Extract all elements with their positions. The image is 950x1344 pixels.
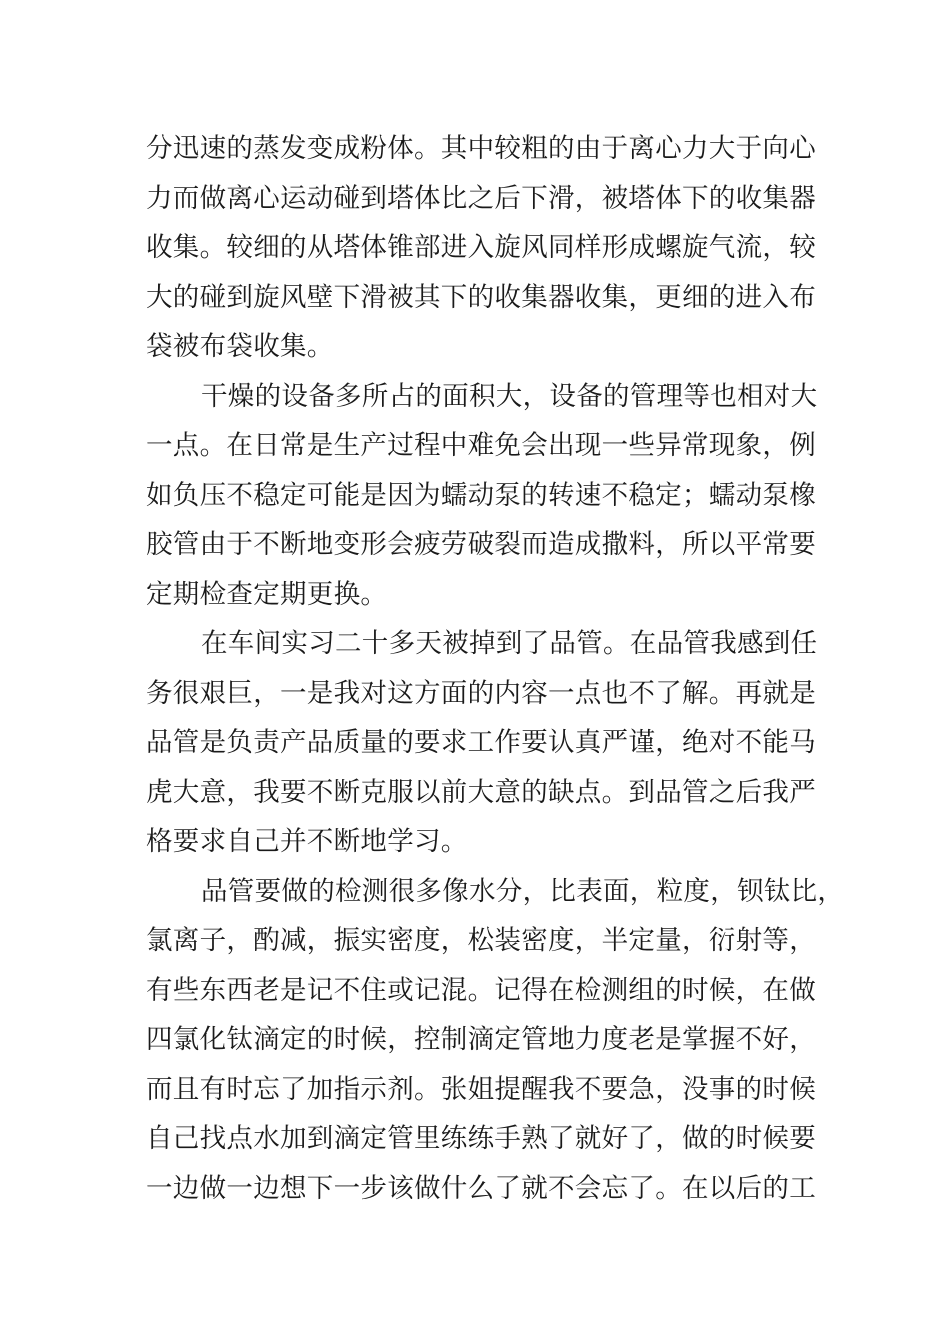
text-line: 一点。在日常是生产过程中难免会出现一些异常现象，例 bbox=[146, 430, 816, 461]
text-line: 四氯化钛滴定的时候，控制滴定管地力度老是掌握不好， bbox=[146, 1024, 816, 1055]
text-line: 有些东西老是记不住或记混。记得在检测组的时候，在做 bbox=[146, 974, 816, 1006]
text-line-first: 在车间实习二十多天被掉到了品管。在品管我感到任 bbox=[201, 628, 818, 659]
text-line: 虎大意，我要不断克服以前大意的缺点。到品管之后我严 bbox=[146, 776, 816, 808]
text-line: 务很艰巨，一是我对这方面的内容一点也不了解。再就是 bbox=[146, 677, 816, 709]
paragraph-3 bbox=[146, 619, 826, 867]
paragraph-4 bbox=[146, 867, 845, 1214]
text-line: 收集。较细的从塔体锥部进入旋风同样形成螺旋气流，较 bbox=[146, 232, 816, 263]
text-line: 氯离子，酌减，振实密度，松装密度，半定量，衍射等， bbox=[146, 925, 816, 956]
text-line: 大的碰到旋风壁下滑被其下的收集器收集，更细的进入布 bbox=[146, 281, 816, 313]
body-text bbox=[146, 124, 845, 1213]
text-line: 品管是负责产品质量的要求工作要认真严谨，绝对不能马 bbox=[146, 727, 816, 758]
text-line: 格要求自己并不断地学习。 bbox=[146, 826, 468, 857]
text-line: 自己找点水加到滴定管里练练手熟了就好了，做的时候要 bbox=[146, 1123, 816, 1154]
text-line: 一边做一边想下一步该做什么了就不会忘了。在以后的工 bbox=[146, 1172, 816, 1204]
text-line: 胶管由于不断地变形会疲劳破裂而造成撒料，所以平常要 bbox=[146, 529, 816, 560]
text-line-first: 品管要做的检测很多像水分，比表面，粒度，钡钛比， bbox=[201, 875, 845, 907]
text-line: 如负压不稳定可能是因为蠕动泵的转速不稳定；蠕动泵橡 bbox=[146, 479, 816, 511]
text-line: 定期检查定期更换。 bbox=[146, 578, 388, 610]
text-line: 而且有时忘了加指示剂。张姐提醒我不要急，没事的时候 bbox=[146, 1073, 816, 1105]
text-line: 袋被布袋收集。 bbox=[146, 331, 334, 362]
text-line: 力而做离心运动碰到塔体比之后下滑，被塔体下的收集器 bbox=[146, 182, 816, 214]
text-line: 分迅速的蒸发变成粉体。其中较粗的由于离心力大于向心 bbox=[146, 133, 816, 164]
paragraph-1 bbox=[146, 124, 826, 372]
text-line-first: 干燥的设备多所占的面积大，设备的管理等也相对大 bbox=[201, 380, 818, 412]
paragraph-2 bbox=[146, 372, 826, 620]
